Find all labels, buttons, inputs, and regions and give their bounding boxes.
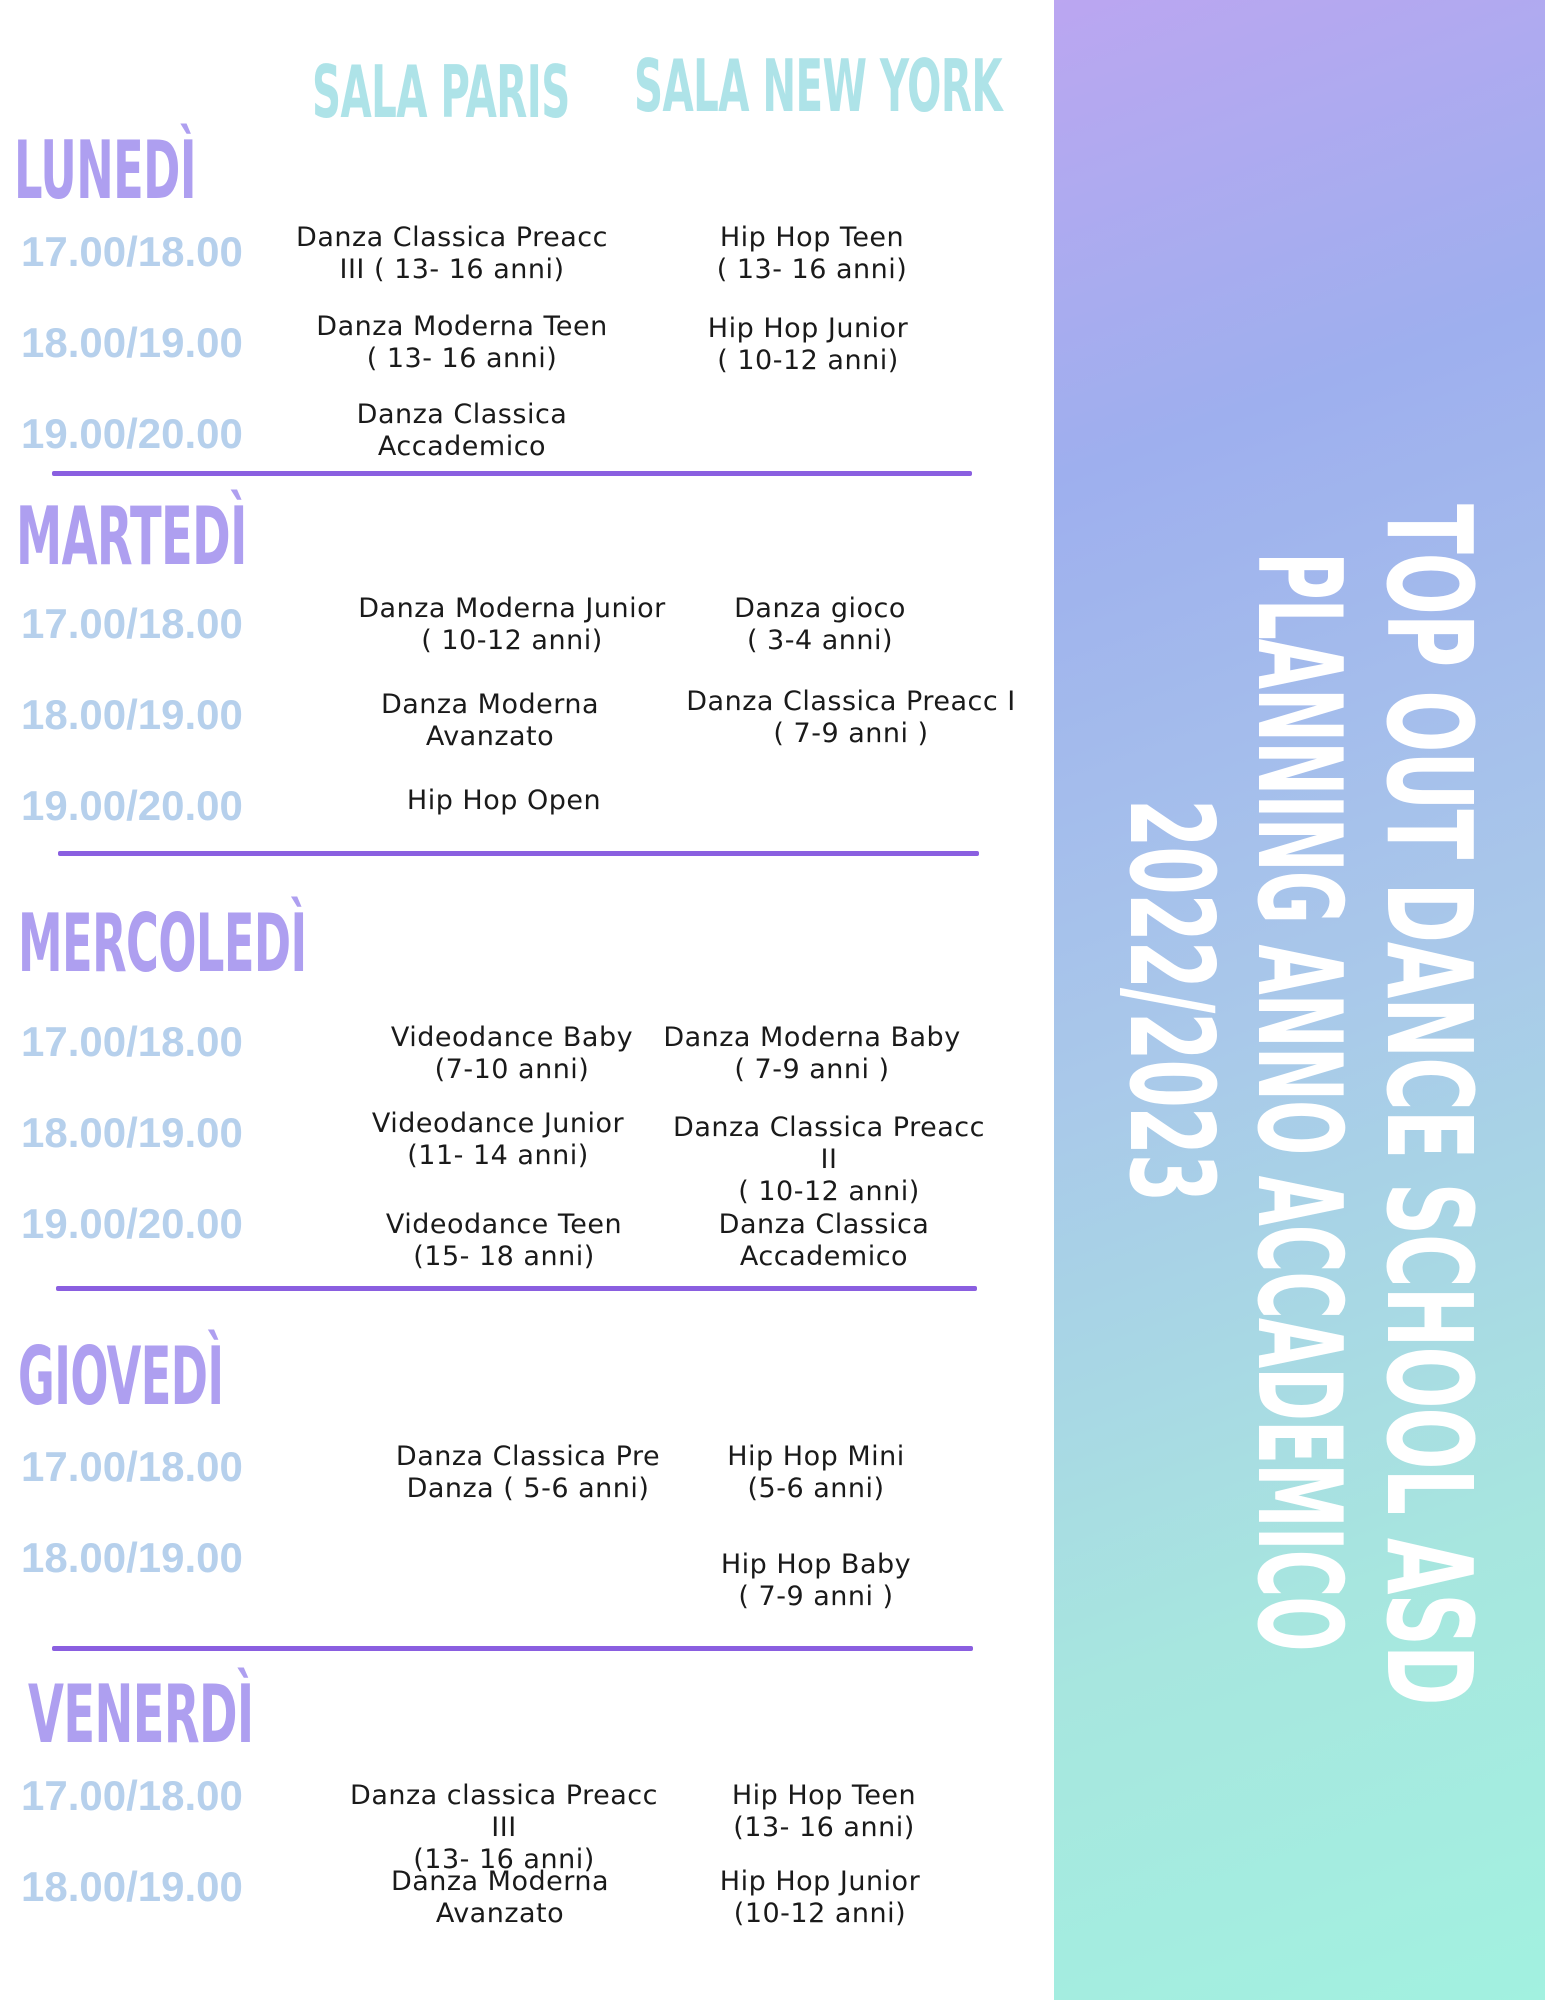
class-entry-paris: Danza Classica Accademico	[356, 399, 568, 462]
class-entry-paris: Danza Classica Pre Danza ( 5-6 anni)	[395, 1441, 661, 1504]
time-slot: 18.00/19.00	[21, 1863, 243, 1910]
class-entry-paris: Danza Moderna Teen ( 13- 16 anni)	[316, 311, 608, 374]
class-entry-new-york: Hip Hop Teen ( 13- 16 anni)	[716, 222, 908, 285]
day-wednesday: MERCOLEDÌ	[18, 897, 307, 990]
divider	[52, 471, 972, 476]
class-entry-new-york: Danza Classica Preacc I ( 7-9 anni )	[686, 686, 1016, 749]
room-header-paris: SALA PARIS	[312, 50, 570, 134]
class-entry-new-york: Hip Hop Junior (10-12 anni)	[719, 1866, 921, 1929]
time-slot: 17.00/18.00	[21, 1443, 243, 1490]
class-entry-new-york: Hip Hop Baby ( 7-9 anni )	[720, 1549, 912, 1612]
time-slot: 19.00/20.00	[21, 410, 243, 457]
time-slot: 18.00/19.00	[21, 1109, 243, 1156]
day-friday: VENERDÌ	[28, 1668, 254, 1761]
planning-heading: PLANNING ANNO ACCADEMICO	[1230, 552, 1366, 1651]
time-slot: 18.00/19.00	[21, 319, 243, 366]
class-entry-paris: Videodance Teen (15- 18 anni)	[385, 1209, 623, 1272]
divider	[56, 1286, 977, 1291]
class-entry-new-york: Danza Classica Accademico	[718, 1209, 930, 1272]
class-entry-paris: Danza Moderna Avanzato	[380, 689, 600, 752]
class-entry-paris: Danza classica Preacc III (13- 16 anni)	[350, 1780, 658, 1875]
school-name: TOP OUT DANCE SCHOOL ASD	[1359, 504, 1498, 1705]
class-entry-paris: Danza Classica Preacc III ( 13- 16 anni)	[296, 222, 608, 285]
class-entry-new-york: Danza gioco ( 3-4 anni)	[734, 593, 906, 656]
class-entry-paris: Danza Moderna Junior ( 10-12 anni)	[358, 593, 666, 656]
class-entry-new-york: Danza Classica Preacc II ( 10-12 anni)	[673, 1112, 985, 1207]
time-slot: 17.00/18.00	[21, 228, 243, 275]
class-entry-paris: Hip Hop Open	[406, 785, 602, 816]
title-panel	[1054, 0, 1545, 2000]
class-entry-paris: Videodance Baby (7-10 anni)	[390, 1022, 634, 1085]
time-slot: 19.00/20.00	[21, 1200, 243, 1247]
vertical-title	[1102, 200, 1498, 1800]
time-slot: 17.00/18.00	[21, 600, 243, 647]
time-slot: 18.00/19.00	[21, 691, 243, 738]
divider	[58, 851, 979, 856]
day-monday: LUNEDÌ	[14, 124, 196, 217]
class-entry-paris: Danza Moderna Avanzato	[390, 1866, 610, 1929]
day-tuesday: MARTEDÌ	[16, 490, 247, 583]
academic-year: 2022/2023	[1102, 798, 1238, 1202]
time-slot: 17.00/18.00	[21, 1018, 243, 1065]
divider	[52, 1646, 973, 1651]
class-entry-new-york: Hip Hop Mini (5-6 anni)	[727, 1441, 905, 1504]
class-entry-paris: Videodance Junior (11- 14 anni)	[371, 1108, 625, 1171]
class-entry-new-york: Hip Hop Teen (13- 16 anni)	[731, 1780, 917, 1843]
room-header-new-york: SALA NEW YORK	[634, 44, 1003, 128]
class-entry-new-york: Hip Hop Junior ( 10-12 anni)	[707, 313, 909, 376]
day-thursday: GIOVEDÌ	[18, 1330, 224, 1423]
time-slot: 19.00/20.00	[21, 782, 243, 829]
time-slot: 17.00/18.00	[21, 1772, 243, 1819]
time-slot: 18.00/19.00	[21, 1534, 243, 1581]
class-entry-new-york: Danza Moderna Baby ( 7-9 anni )	[663, 1022, 961, 1085]
